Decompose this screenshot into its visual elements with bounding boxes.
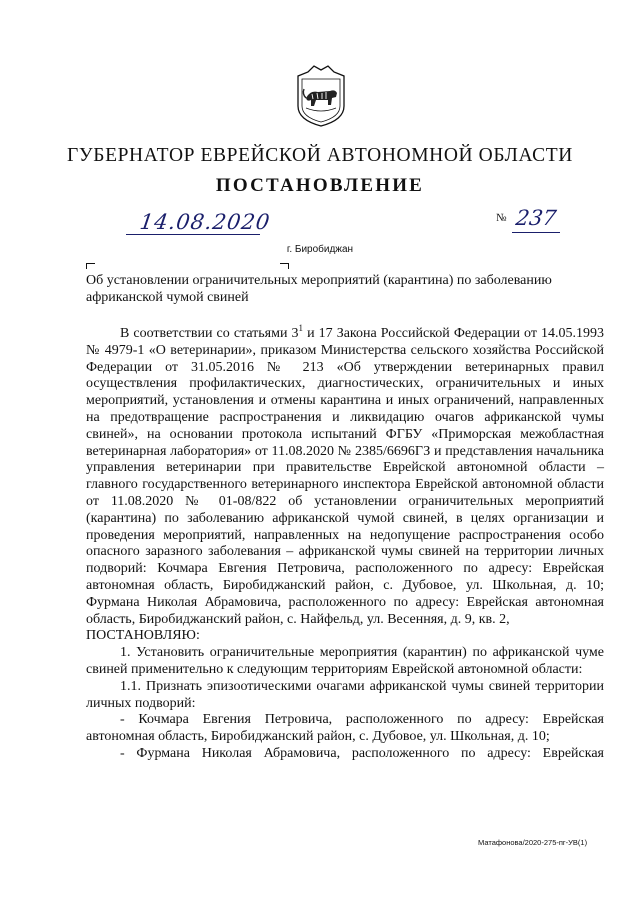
preamble-start: В соответствии со статьями 3 bbox=[120, 326, 299, 341]
item-1-1: 1.1. Признать эпизоотическими очагами африканской чумы свиней территории личных подворий: bbox=[86, 678, 604, 711]
preamble-paragraph bbox=[86, 323, 605, 628]
item-1: 1. Установить ограничительные мероприятия (карантин) по африканской чуме свиней применительно к следующим территориям Еврейской автономной области: bbox=[86, 645, 604, 677]
article-superscript: 1 bbox=[298, 323, 304, 333]
corner-mark-right bbox=[280, 263, 289, 269]
page-title: ГУБЕРНАТОР ЕВРЕЙСКОЙ АВТОНОМНОЙ ОБЛАСТИ bbox=[67, 145, 573, 166]
city-label: г. Биробиджан bbox=[286, 244, 354, 255]
corner-mark-left bbox=[86, 263, 95, 269]
preamble-rest: и 17 Закона Российской Федерации от 14.05.1993 № 4979-1 «О ветеринарии», приказом Министерства сельского хозяйства Российской Федерации от 31.05.2016 № 213 «Об утверждении ветеринарных правил осуществления профилактических, диагностических, ограничительных и иных мероприятий, установления и отмены карантина и иных ограничений, направленных на предотвращение распространения и ликвидацию очагов африканской чумы свиней», на основании протокола испытаний ФГБУ «Приморская межобластная ветеринарная лаборатория» от 11.08.2020 № 2385/6696ГЗ и представления начальника управления ветеринарии при правительстве Еврейской автономной области – главного государственного ветеринарного инспектора Еврейской автономной области от 11.08.2020 № 01-08/822 об установлении ограничительных мероприятий (карантина) по заболеванию африканской чумой свиней, в целях организации и проведения мероприятий, направленных на недопущение распространения особо опасного заразного заболевания – африканской чумы свиней на территории личных подворий: Кочмара Евгения Петровича, расположенного по адресу: Еврейская автономная область, Биробиджанский район, с. Дубовое, ул. Школьная, д. 10; Фурмана Николая Абрамовича, расположенного по адресу: Еврейская автономная область, Биробиджанский район, с. Найфельд, ул. Весенняя, д. 9, кв. 2, bbox=[86, 326, 605, 627]
coat-of-arms-tiger-icon bbox=[292, 62, 350, 128]
list-item-furman: - Фурмана Николая Абрамовича, расположенного по адресу: Еврейская bbox=[120, 745, 604, 761]
document-body bbox=[86, 323, 605, 763]
document-date: 14.08.2020 bbox=[138, 210, 272, 234]
document-number: 237 bbox=[514, 206, 558, 230]
number-underline bbox=[512, 232, 560, 233]
list-item-kochmar: - Кочмара Евгения Петровича, расположенного по адресу: Еврейская автономная область, Биробиджанский район, с. Дубовое, ул. Школьная, д. 10; bbox=[86, 712, 604, 745]
document-subject: Об установлении ограничительных мероприятий (карантина) по заболеванию африканской чумой свиней bbox=[86, 273, 552, 305]
document-type: ПОСТАНОВЛЕНИЕ bbox=[215, 175, 425, 196]
footer-reference: Матафонова/2020-275-пг-УВ(1) bbox=[478, 838, 588, 847]
date-underline bbox=[126, 234, 260, 235]
decree-heading: ПОСТАНОВЛЯЮ: bbox=[86, 628, 200, 644]
number-label: № bbox=[496, 212, 507, 224]
